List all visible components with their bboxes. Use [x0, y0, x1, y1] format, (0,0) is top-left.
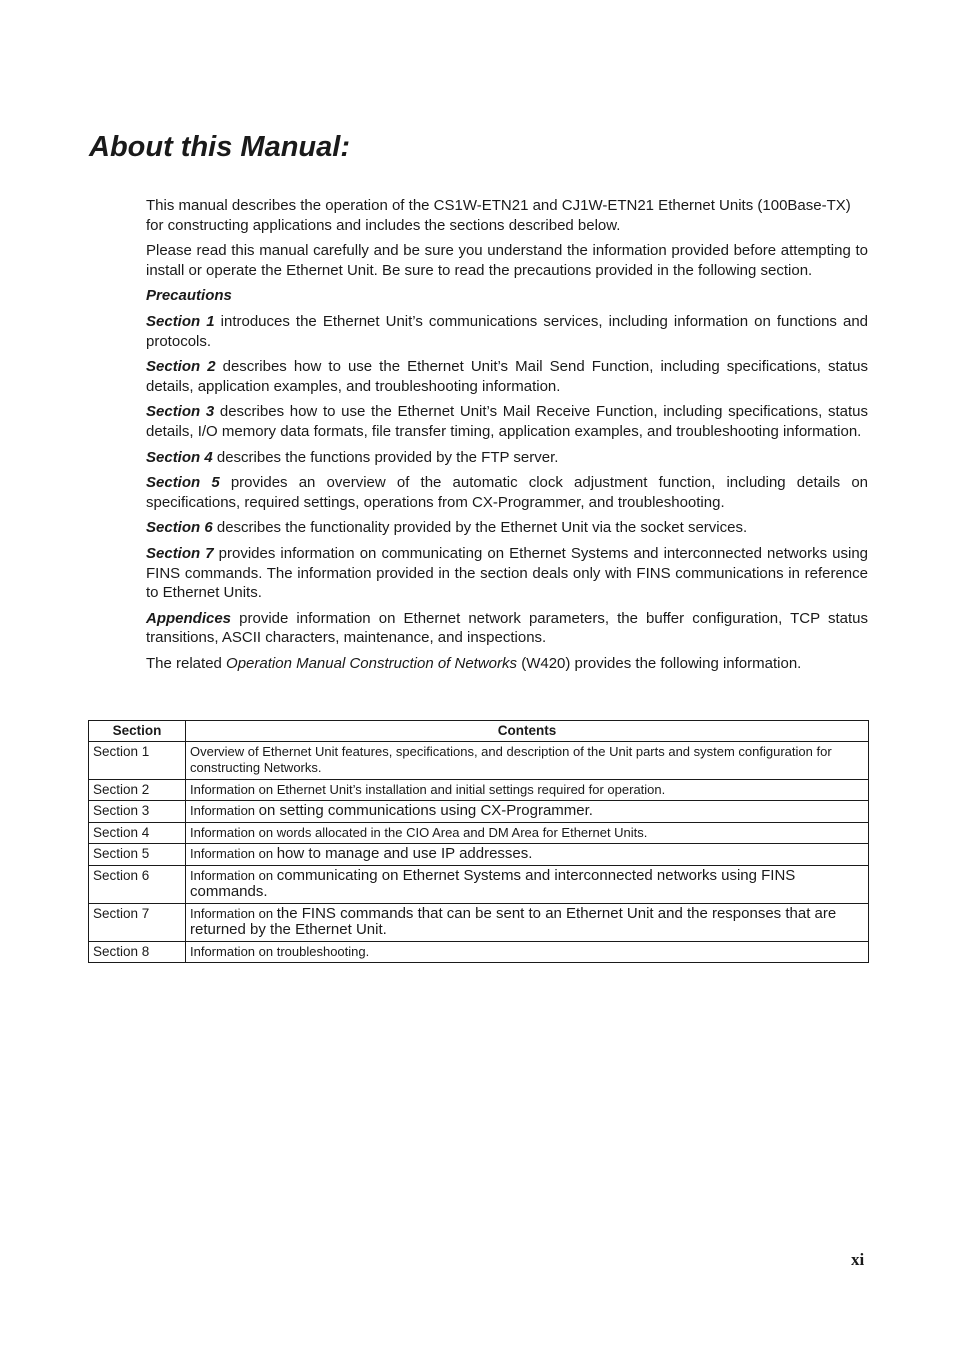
precautions-entry — [146, 286, 868, 306]
section-cell: Section 7 — [89, 903, 186, 941]
intro-paragraph: This manual describes the operation of the CS1W-ETN21 and CJ1W-ETN21 Ethernet Units (100Base-TX) for constructing applications and includes the sections described below. — [146, 197, 851, 234]
section-label: Section 1 — [146, 312, 215, 330]
table-row — [89, 822, 869, 844]
contents-text: Information on — [190, 846, 277, 861]
related-manual-title: Operation Manual Construction of Networks — [226, 654, 518, 672]
contents-text: Information on — [190, 867, 277, 883]
intro-paragraph: Please read this manual carefully and be sure you understand the information provided before attempting to install or operate the Ethernet Unit. Be sure to read the precautions provided in the following section. — [146, 242, 868, 279]
contents-cell — [186, 903, 869, 941]
precautions-label: Precautions — [146, 287, 232, 305]
manual-description — [146, 196, 868, 679]
section-description: describes the functions provided by the FTP server. — [212, 448, 559, 466]
contents-text: Information on Ethernet Unit’s installation and initial settings required for operation. — [190, 781, 666, 797]
section-6-entry — [146, 518, 868, 538]
contents-text: Information on troubleshooting. — [190, 943, 370, 959]
table-row — [89, 844, 869, 866]
section-label: Section 6 — [146, 519, 213, 537]
section-cell: Section 4 — [89, 822, 186, 844]
section-cell: Section 1 — [89, 741, 186, 779]
section-3-entry — [146, 402, 868, 441]
related-suffix: (W420) provides the following information. — [517, 654, 802, 672]
contents-text-large: on setting communications using CX-Programmer. — [258, 802, 593, 819]
section-label: Section 5 — [146, 474, 220, 492]
contents-cell — [186, 844, 869, 866]
section-description: provides information on communicating on Ethernet Systems and interconnected networks using FINS commands. The information provided in the section deals only with FINS communications in reference to Ethernet Units. — [146, 544, 869, 602]
section-description: describes the functionality provided by the Ethernet Unit via the socket services. — [212, 519, 748, 537]
contents-text: Information on words allocated in the CIO Area and DM Area for Ethernet Units. — [190, 824, 648, 840]
related-manual-sections-table — [88, 720, 869, 963]
section-label: Section 3 — [146, 403, 215, 421]
contents-cell — [186, 865, 869, 903]
section-7-entry — [146, 544, 868, 603]
table-row — [89, 865, 869, 903]
related-manual-note — [146, 654, 868, 674]
section-label: Section 4 — [146, 448, 213, 466]
table-row — [89, 941, 869, 963]
contents-text: Information on — [190, 905, 277, 921]
related-prefix: The related — [146, 654, 227, 672]
section-description: describes how to use the Ethernet Unit’s Mail Send Function, including specifications, status details, application examples, and troubleshooting information. — [146, 358, 868, 395]
contents-cell — [186, 741, 869, 779]
appendices-entry — [146, 609, 868, 648]
page-title: About this Manual: — [89, 131, 350, 163]
contents-cell — [186, 941, 869, 963]
section-cell: Section 6 — [89, 865, 186, 903]
contents-text-large: the FINS commands that can be sent to an Ethernet Unit and the responses that are returned by the Ethernet Unit. — [190, 904, 837, 938]
contents-text: Information — [190, 803, 259, 818]
table-row — [89, 779, 869, 801]
section-cell: Section 2 — [89, 779, 186, 801]
section-cell: Section 5 — [89, 844, 186, 866]
section-label: Section 2 — [146, 358, 216, 376]
contents-cell — [186, 779, 869, 801]
contents-text: Overview of Ethernet Unit features, specifications, and description of the Unit parts and system configuration for constructing Networks. — [190, 743, 832, 775]
contents-cell — [186, 801, 869, 823]
section-cell: Section 3 — [89, 801, 186, 823]
section-label: Appendices — [146, 609, 232, 627]
section-5-entry — [146, 473, 868, 512]
table-row — [89, 741, 869, 779]
column-header-contents: Contents — [186, 721, 869, 742]
section-description: describes how to use the Ethernet Unit’s Mail Receive Function, including specifications, status details, I/O memory data formats, file transfer timing, application examples, and troubleshooting information. — [146, 403, 869, 440]
section-1-entry — [146, 312, 868, 351]
table-row — [89, 801, 869, 823]
contents-text-large: communicating on Ethernet Systems and interconnected networks using FINS commands. — [190, 866, 796, 900]
table-row — [89, 903, 869, 941]
section-description: provide information on Ethernet network parameters, the buffer configuration, TCP status transitions, ASCII characters, maintenance, and inspections. — [146, 609, 868, 647]
section-description: provides an overview of the automatic clock adjustment function, including details on specifications, required settings, operations from CX-Programmer, and troubleshooting. — [146, 474, 869, 511]
section-4-entry — [146, 448, 868, 468]
section-description: introduces the Ethernet Unit’s communications services, including information on functions and protocols. — [146, 312, 869, 350]
column-header-section: Section — [89, 721, 186, 742]
table-header-row — [89, 721, 869, 742]
page-number: xi — [851, 1250, 865, 1269]
section-2-entry — [146, 357, 868, 396]
section-label: Section 7 — [146, 544, 214, 562]
section-cell: Section 8 — [89, 941, 186, 963]
contents-cell — [186, 822, 869, 844]
contents-text-large: how to manage and use IP addresses. — [276, 845, 533, 862]
